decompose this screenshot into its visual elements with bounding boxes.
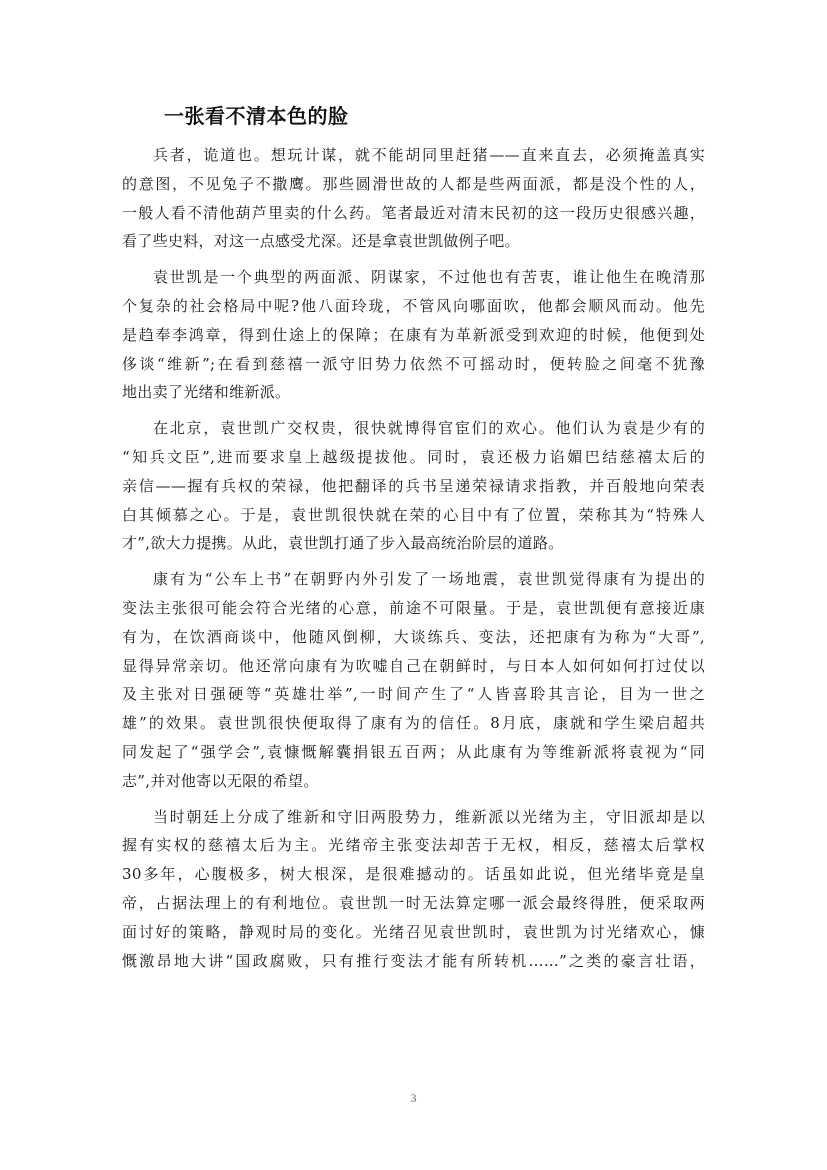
paragraph-line: 面讨好的策略，静观时局的变化。光绪召见袁世凯时，袁世凯为讨光绪欢心，慷 (122, 922, 705, 941)
paragraph-line: 慨激昂地大讲“国政腐败，只有推行变法才能有所转机……”之类的豪言壮语， (122, 951, 705, 970)
paragraph-line: 兵者，诡道也。想玩计谋，就不能胡同里赶猪——直来直去，必须掩盖真实 (153, 146, 705, 164)
paragraph-line: 及主张对日强硬等“英雄壮举”,一时间产生了“人皆喜聆其言论，目为一世之 (122, 685, 705, 704)
paragraph-line: 才”,欲大力提携。从此，袁世凯打通了步入最高统治阶层的道路。 (122, 534, 564, 553)
paragraph-line: 康有为“公车上书”在朝野内外引发了一场地震，袁世凯觉得康有为提出的 (153, 570, 705, 589)
paragraph-line: 同发起了“强学会”,袁慷慨解囊捐银五百两；从此康有为等维新派将袁视为“同 (122, 742, 705, 761)
paragraph (122, 263, 705, 407)
paragraph-line: 的意图，不见兔子不撒鹰。那些圆滑世故的人都是些两面派，都是没个性的人， (122, 174, 705, 193)
page-title: 一张看不清本色的脸 (164, 104, 349, 128)
paragraph-line: 帝，占据法理上的有利地位。袁世凯一时无法算定哪一派会最终得胜，便采取两 (122, 893, 705, 912)
paragraph-line: 地出卖了光绪和维新派。 (122, 383, 291, 402)
paragraph (122, 565, 705, 795)
paragraph-line: 袁世凯是一个典型的两面派、阴谋家，不过他也有苦衷，谁让他生在晚清那 (153, 268, 705, 287)
page-number: 3 (410, 1091, 417, 1105)
paragraph-line: 志”,并对他寄以无限的希望。 (122, 771, 319, 790)
paragraph-line: 有为，在饮酒商谈中，他随风倒柳，大谈练兵、变法，还把康有为称为“大哥”, (122, 627, 705, 646)
paragraph (122, 803, 705, 976)
paragraph-line: 一般人看不清他葫芦里卖的什么药。笔者最近对清末民初的这一段历史很感兴趣， (122, 203, 705, 222)
paragraph (122, 141, 705, 256)
paragraph-line: 握有实权的慈禧太后为主。光绪帝主张变法却苦于无权，相反，慈禧太后掌权 (122, 836, 705, 855)
paragraph-line: 白其倾慕之心。于是，袁世凯很快就在荣的心目中有了位置，荣称其为“特殊人 (122, 505, 705, 524)
paragraph-line: 在北京，袁世凯广交权贵，很快就博得官宦们的欢心。他们认为袁是少有的 (153, 419, 705, 438)
document-body (122, 141, 705, 982)
paragraph-line: 是趋奉李鸿章，得到仕途上的保障；在康有为革新派受到欢迎的时候，他便到处 (122, 325, 705, 344)
paragraph-line: 显得异常亲切。他还常向康有为吹嘘自己在朝鲜时，与日本人如何如何打过仗以 (122, 656, 705, 675)
paragraph-line: 30多年，心腹极多，树大根深，是很难撼动的。话虽如此说，但光绪毕竟是皇 (122, 865, 705, 884)
paragraph (122, 414, 705, 558)
paragraph-line: 雄”的效果。袁世凯很快便取得了康有为的信任。8月底，康就和学生梁启超共 (122, 714, 705, 733)
paragraph-line: 当时朝廷上分成了维新和守旧两股势力，维新派以光绪为主，守旧派却是以 (153, 807, 705, 826)
paragraph-line: 亲信——握有兵权的荣禄，他把翻译的兵书呈递荣禄请求指教，并百般地向荣表 (122, 476, 705, 495)
paragraph-line: 侈谈“维新”;在看到慈禧一派守旧势力依然不可摇动时，便转脸之间毫不犹豫 (122, 354, 705, 373)
paragraph-line: 看了些史料，对这一点感受尤深。还是拿袁世凯做例子吧。 (122, 232, 520, 251)
paragraph-line: 变法主张很可能会符合光绪的心意，前途不可限量。于是，袁世凯便有意接近康 (122, 598, 705, 617)
paragraph-line: “知兵文臣”,进而要求皇上越级提拔他。同时，袁还极力谄媚巴结慈禧太后的 (122, 447, 705, 466)
paragraph-line: 个复杂的社会格局中呢?他八面玲珑，不管风向哪面吹，他都会顺风而动。他先 (122, 296, 705, 315)
